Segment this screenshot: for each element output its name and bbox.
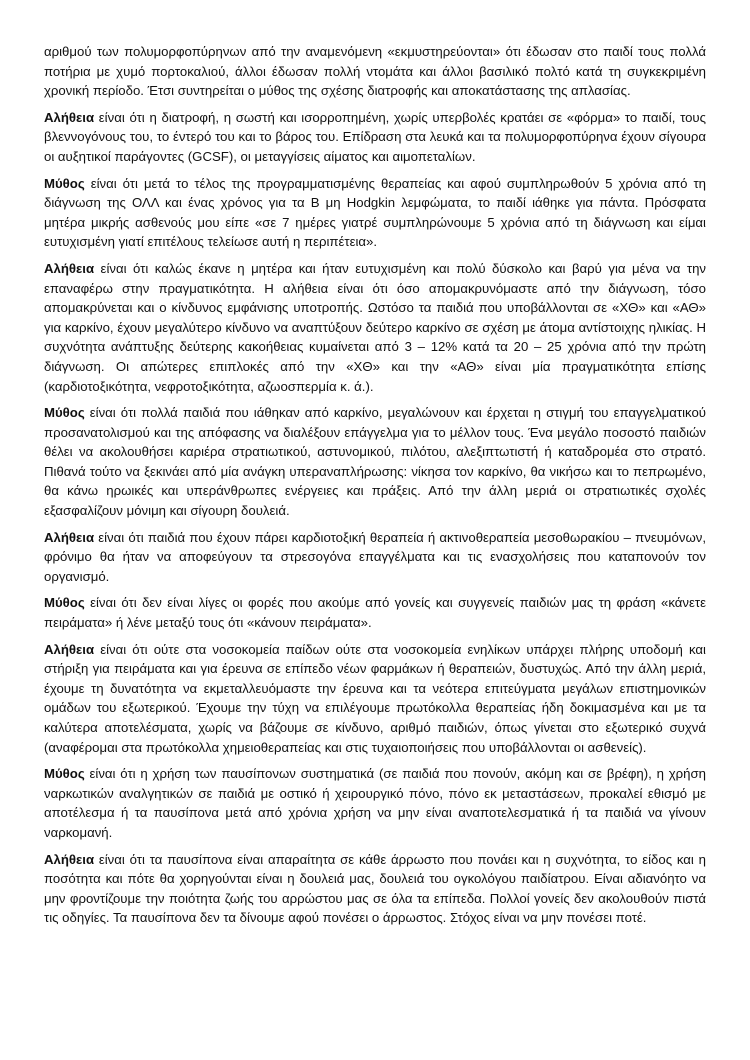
paragraph-text: είναι ότι μετά το τέλος της προγραμματισμένης θεραπείας και αφού συμπληρωθούν 5 χρόνια από τη διάγνωση της ΟΛΛ και ένας χρόνος για τα Β μη Hodgkin λεμφώματα, το παιδί ιάθηκε για πάντα. Πρόσφατα μητέρα μικρής ασθενούς μου είπε «σε 7 ημέρες γιατρέ συμπληρώνουμε 5 χρόνια από τη διάγνωση και είμαι ευτυχισμένη γιατί επιτέλους τελείωσε αυτή η περιπέτεια».: [44, 175, 706, 250]
paragraph-text: είναι ότι τα παυσίπονα είναι απαραίτητα σε κάθε άρρωστο που πονάει και η συχνότητα, το είδος και η ποσότητα και πότε θα χορηγούνται είναι η δουλειά μας, δουλειά του ογκολόγου παιδίατρου. Είναι αδιανόητο να μην φροντίζουμε την ποιότητα ζωής του αρρώστου μας σε όλα τα επίπεδα. Πολλοί γονείς δεν ακολουθούν πιστά τις οδηγίες. Τα παυσίπονα δεν τα δίνουμε αφού πονέσει ο άρρωστος. Στόχος είναι να μην πονέσει ποτέ.: [44, 851, 706, 926]
paragraph-text: είναι ότι η χρήση των παυσίπονων συστηματικά (σε παιδιά που πονούν, ακόμη και σε βρέφη), η χρήση ναρκωτικών αναλγητικών σε παιδιά με οστικό ή χειρουργικό πόνο, πόνο εκ μεταστάσεων, προκαλεί εθισμό με αποτέλεσμα ή τα παυσίπονα μετά από χρόνια χρήση να μην είναι αναποτελεσματικά ή τα παιδιά να γίνουν ναρκομανή.: [44, 766, 706, 840]
paragraph-lead: Μύθος: [44, 595, 85, 611]
paragraph-text: είναι ότι καλώς έκανε η μητέρα και ήταν ευτυχισμένη και πολύ δύσκολο και βαρύ για μένα να την επαναφέρω στην πραγματικότητα. Η αλήθεια είναι ότι όσο απομακρυνόμαστε από την διάγνωση, τόσο απομακρύνεται και ο κίνδυνος εμφάνισης υποτροπής. Ωστόσο τα παιδιά που υποβάλλονται σε «ΧΘ» και «ΑΘ» για καρκίνο, έχουν μεγαλύτερο κίνδυνο να αναπτύξουν δεύτερο καρκίνο σε σχέση με άτομα αντίστοιχης ηλικίας. Η συχνότητα ανάπτυξης δεύτερης κακοήθειας κυμαίνεται από 3 – 12% κατά τα 20 – 25 χρόνια από την πρώτη διάγνωση. Οι απώτερες επιπλοκές από την «ΧΘ» και την «ΑΘ» είναι μία πραγματικότητα επίσης (καρδιοτοξικότητα, νεφροτοξικότητα, αζωοσπερμία κ. ά.).: [44, 260, 706, 394]
paragraph-text: είναι ότι παιδιά που έχουν πάρει καρδιοτοξική θεραπεία ή ακτινοθεραπεία μεσοθωρακίου – πνευμόνων, φρόνιμο θα ήταν να αποφεύγουν τα στρεσογόνα επαγγέλματα και τις ενασχολήσεις που καταπονούν τον οργανισμό.: [44, 529, 706, 584]
paragraph-myth-cure: [44, 174, 706, 252]
paragraph-lead: Μύθος: [44, 405, 85, 421]
paragraph-text: είναι ότι η διατροφή, η σωστή και ισορροπημένη, χωρίς υπερβολές κρατάει σε «φόρμα» το παιδί, τους βλεννογόνους του, το έντερό του και το βάρος του. Επίδραση στα λευκά και τα πολυμορφοπύρηνα έχουν σίγουρα οι αυξητικοί παράγοντες (GCSF), οι μεταγγίσεις αίματος και αιμοπεταλίων.: [44, 109, 706, 164]
paragraph-lead: Αλήθεια: [44, 109, 95, 125]
paragraph-lead: Μύθος: [44, 766, 85, 782]
paragraph-lead: Αλήθεια: [44, 641, 95, 657]
paragraph-myth-experiments: [44, 593, 706, 632]
paragraph-myth-career: [44, 403, 706, 521]
paragraph-text: είναι ότι ούτε στα νοσοκομεία παίδων ούτε στα νοσοκομεία ενηλίκων υπάρχει πλήρης υποδομή και στήριξη για πειράματα και για έρευνα σε επίπεδο νέων φαρμάκων ή θεραπειών, δυστυχώς. Από την άλλη μεριά, έχουμε τη δυνατότητα να εκμεταλλευόμαστε την έρευνα και τα νεότερα επιτεύγματα μεγάλων επιστημονικών ομάδων του εξωτερικού. Έχουμε την τύχη να επιλέγουμε πρωτόκολλα θεραπείας ήδη δοκιμασμένα και με τα καλύτερα αποτελέσματα, χωρίς να βάζουμε σε κίνδυνο, αριθμό παιδιών, όπως γίνεται στο εξωτερικό συχνά (αναφέρομαι στα πρωτόκολλα χημειοθεραπείας και στις τυχαιοποιήσεις που υποβάλλονται οι ασθενείς).: [44, 641, 706, 755]
paragraph-truth-nutrition: [44, 108, 706, 167]
paragraph-text: είναι ότι πολλά παιδιά που ιάθηκαν από καρκίνο, μεγαλώνουν και έρχεται η στιγμή του επαγγελματικού προσανατολισμού και της απόφασης να διαλέξουν επάγγελμα για το μέλλον τους. Ένα μεγάλο ποσοστό παιδιών θέλει να ακολουθήσει καριέρα στρατιωτικού, αστυνομικού, πιλότου, αλεξιπτωτιστή ή καταδρομέα στο στρατό. Πιθανά τούτο να ξεκινάει από μία ανάγκη υπεραναπλήρωσης: νίκησα τον καρκίνο, θα νικήσω και το πεπρωμένο, θα κάνω ηρωικές και υπεράνθρωπες ενέργειες και πράξεις. Από την άλλη μεριά οι στρατιωτικές σχολές εξασφαλίζουν μόνιμη και σίγουρη δουλειά.: [44, 405, 706, 519]
paragraph-truth-relapse: [44, 259, 706, 396]
document-page: [44, 42, 706, 935]
paragraph-truth-career: [44, 528, 706, 587]
paragraph-continuation: [44, 42, 706, 101]
paragraph-text: είναι ότι δεν είναι λίγες οι φορές που ακούμε από γονείς και συγγενείς παιδιών μας τη φράση «κάνετε πειράματα» ή λένε μεταξύ τους ότι «κάνουν πειράματα».: [44, 595, 706, 631]
paragraph-truth-painkillers: [44, 850, 706, 928]
paragraph-truth-experiments: [44, 640, 706, 758]
paragraph-lead: Μύθος: [44, 175, 85, 191]
paragraph-lead: Αλήθεια: [44, 851, 95, 867]
paragraph-lead: Αλήθεια: [44, 260, 95, 276]
paragraph-lead: Αλήθεια: [44, 529, 95, 545]
paragraph-text: αριθμού των πολυμορφοπύρηνων από την αναμενόμενη «εκμυστηρεύονται» ότι έδωσαν στο παιδί τους πολλά ποτήρια με χυμό πορτοκαλιού, άλλοι έδωσαν πολλή ντομάτα και άλλοι βασιλικό πολτό κατά τη συγκεκριμένη χρονική περίοδο. Έτσι συντηρείται ο μύθος της σχέσης διατροφής και αποκατάστασης της απλασίας.: [44, 44, 706, 99]
paragraph-myth-painkillers: [44, 764, 706, 842]
